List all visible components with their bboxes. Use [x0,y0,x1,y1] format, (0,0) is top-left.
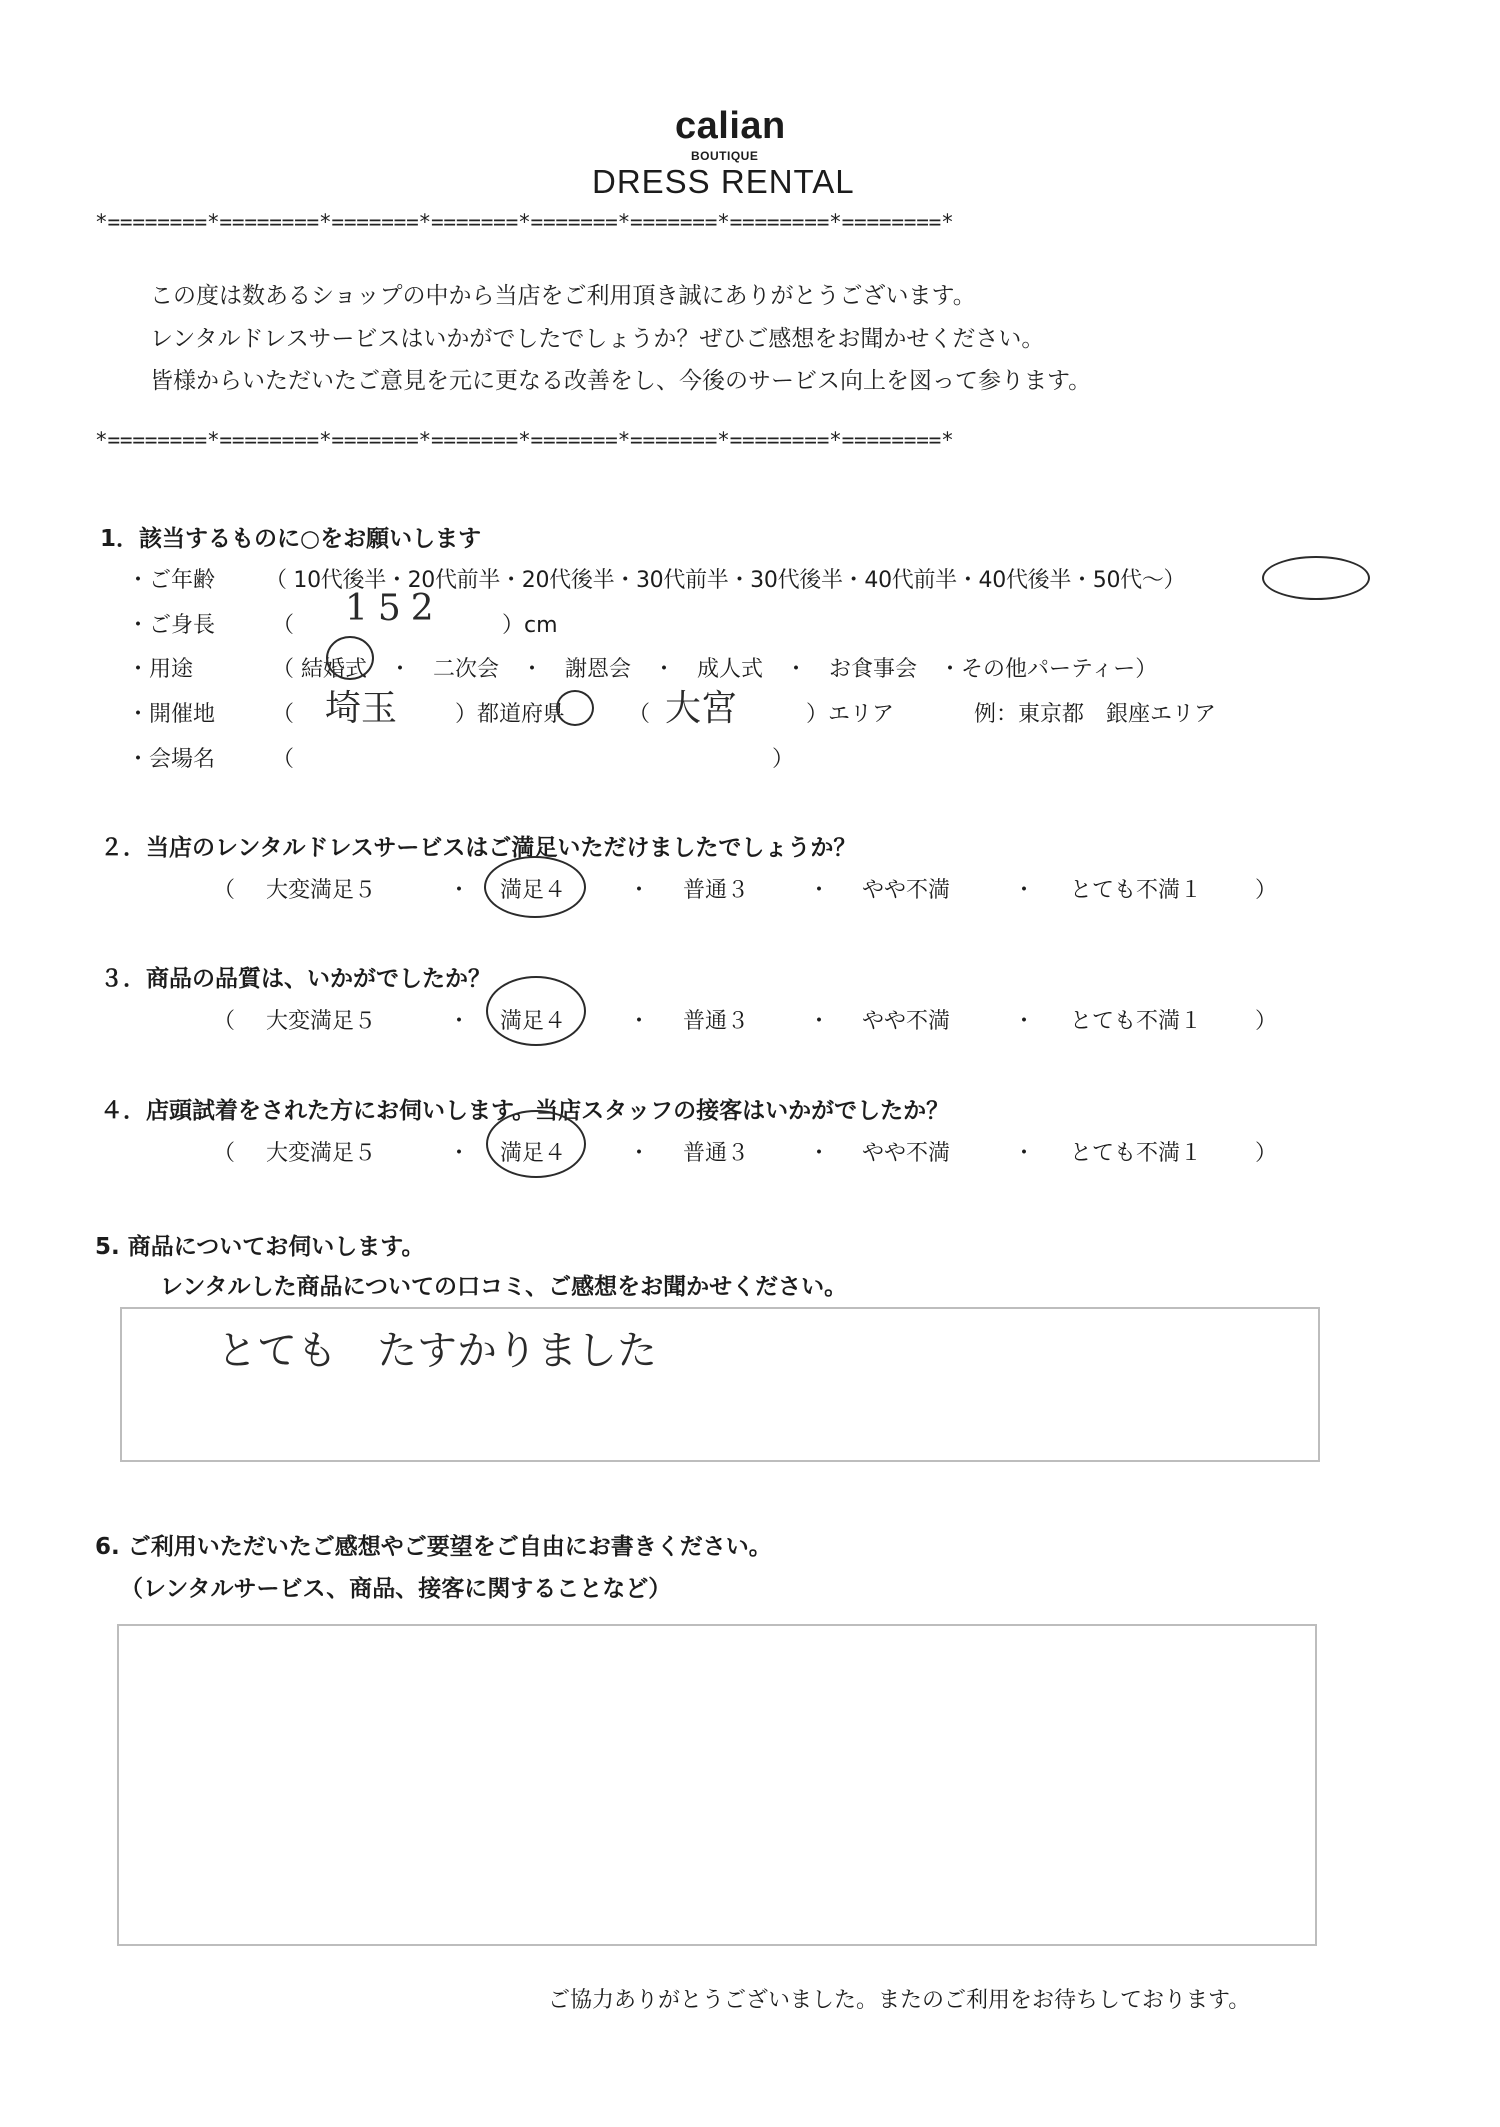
q5-answer-box[interactable] [120,1307,1320,1462]
venue-pref-handwritten[interactable]: 埼玉 [325,688,398,729]
q2-option-5[interactable]: 大変満足５ [266,878,377,903]
q3-sep-2: ・ [628,1009,651,1034]
q2-sep-2: ・ [628,878,651,903]
q5-title: 5. 商品についてお伺いします。 [95,1234,425,1260]
q5-subtitle: レンタルした商品についての口コミ、ご感想をお聞かせください。 [160,1274,848,1300]
q3-option-2[interactable]: やや不満 [862,1009,951,1034]
q4-close: ） [1255,1141,1278,1166]
q3-sep-3: ・ [808,1009,831,1034]
divider-top: *========*========*=======*=======*=======*=======*========*========* [95,210,954,234]
q2-selected-circle[interactable] [484,856,586,918]
q4-option-3[interactable]: 普通３ [683,1141,750,1166]
q3-option-5[interactable]: 大変満足５ [266,1009,377,1034]
venue-example: 例：東京都 銀座エリア [974,702,1217,727]
q4-selected-circle[interactable] [486,1110,586,1178]
q5-answer-handwritten: とても たすかりました [217,1328,657,1374]
height-label: ・ご身長 [127,613,216,638]
brand-sub-logo: BOUTIQUE [691,149,759,163]
height-close-unit: ）cm [502,613,558,638]
venue-pref-unit-circle[interactable] [556,690,594,726]
intro-line-1: この度は数あるショップの中から当店をご利用頂き誠にありがとうございます。 [150,283,976,309]
q3-title: ３．商品の品質は、いかがでしたか？ [100,966,491,992]
q2-option-1[interactable]: とても不満１ [1070,878,1203,903]
q2-sep-3: ・ [808,878,831,903]
venue-area-suffix: ）エリア [806,702,895,727]
age-selected-circle[interactable] [1262,556,1370,600]
brand-logo: calian [675,105,786,147]
place-open-paren: （ [272,747,295,772]
q3-open: （ [213,1009,236,1034]
venue-pref-open: （ [272,702,295,727]
age-label: ・ご年齢 [127,568,216,593]
q2-option-3[interactable]: 普通３ [683,878,750,903]
purpose-options: （ 結婚式 ・ 二次会 ・ 謝恩会 ・ 成人式 ・ お食事会 ・その他パーティー） [272,657,1158,682]
purpose-label: ・用途 [127,657,194,682]
q3-close: ） [1255,1009,1278,1034]
age-options: （ 10代後半・20代前半・20代後半・30代前半・30代後半・40代前半・40代後半・50代～） [265,568,1186,593]
q6-subtitle: （レンタルサービス、商品、接客に関することなど） [120,1576,672,1602]
q4-option-4[interactable]: 満足４ [500,1141,567,1166]
q2-title: ２．当店のレンタルドレスサービスはご満足いただけましたでしょうか？ [100,835,857,861]
q4-sep-1: ・ [448,1141,471,1166]
venue-pref-suffix: ）都道府県 [455,702,566,727]
purpose-selected-circle[interactable] [326,636,374,680]
q1-title: 1．該当するものに○をお願いします [100,526,482,552]
q4-option-5[interactable]: 大変満足５ [266,1141,377,1166]
q3-option-3[interactable]: 普通３ [683,1009,750,1034]
q3-sep-4: ・ [1013,1009,1036,1034]
q2-open: （ [213,878,236,903]
q2-sep-1: ・ [448,878,471,903]
q4-sep-2: ・ [628,1141,651,1166]
q2-close: ） [1255,878,1278,903]
q6-title: 6. ご利用いただいたご感想やご要望をご自由にお書きください。 [95,1534,772,1560]
q3-sep-1: ・ [448,1009,471,1034]
intro-line-2: レンタルドレスサービスはいかがでしたでしょうか？ぜひご感想をお聞かせください。 [150,326,1045,352]
divider-bottom: *========*========*=======*=======*=======*=======*========*========* [95,428,954,452]
q4-title: ４．店頭試着をされた方にお伺いします。当店スタッフの接客はいかがでしたか？ [100,1098,950,1124]
place-label: ・会場名 [127,747,216,772]
q2-option-2[interactable]: やや不満 [862,878,951,903]
page-title: DRESS RENTAL [592,163,855,200]
q4-open: （ [213,1141,236,1166]
q4-sep-4: ・ [1013,1141,1036,1166]
place-close-paren: ） [772,747,795,772]
q2-sep-4: ・ [1013,878,1036,903]
venue-label: ・開催地 [127,702,216,727]
venue-area-open: （ [628,702,651,727]
q3-option-4[interactable]: 満足４ [500,1009,567,1034]
q4-option-1[interactable]: とても不満１ [1070,1141,1203,1166]
venue-area-handwritten[interactable]: 大宮 [665,688,738,729]
q3-option-1[interactable]: とても不満１ [1070,1009,1203,1034]
q6-answer-box[interactable] [117,1624,1317,1946]
height-handwritten-value[interactable]: 152 [345,588,444,629]
q2-option-4[interactable]: 満足４ [500,878,567,903]
q4-sep-3: ・ [808,1141,831,1166]
intro-line-3: 皆様からいただいたご意見を元に更なる改善をし、今後のサービス向上を図って参ります。 [150,368,1092,394]
q3-selected-circle[interactable] [486,976,586,1046]
q4-option-2[interactable]: やや不満 [862,1141,951,1166]
footer-message: ご協力ありがとうございました。またのご利用をお待ちしております。 [548,1988,1251,2013]
height-open-paren: （ [272,613,295,638]
